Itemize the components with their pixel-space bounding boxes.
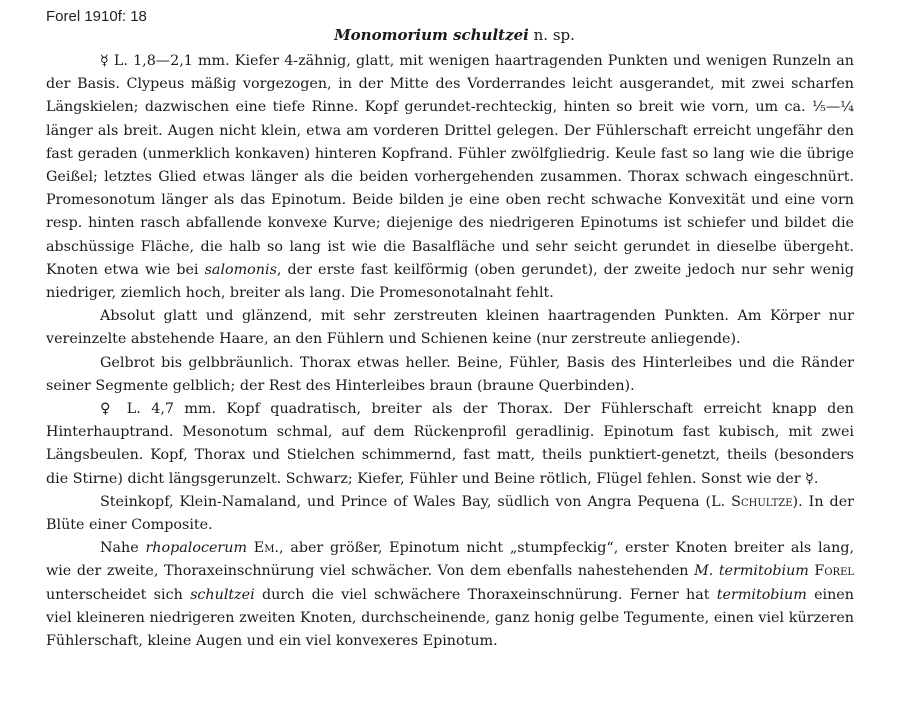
- text-segment: Gelbrot bis gelbbräunlich. Thorax etwas heller. Beine, Fühler, Basis des Hinterleibes und die Ränder seiner Segmente gelblich; der Rest des Hinterleibes braun (braune Querbinden).: [46, 354, 854, 394]
- paragraph-locality: [46, 491, 854, 537]
- text-segment: ). In der Blüte einer Composite.: [46, 493, 854, 534]
- paragraph-sculpture: [46, 305, 854, 351]
- paragraph-worker: [46, 50, 854, 305]
- text-segment: , der erste fast keilförmig (oben gerundet), der zweite jedoch nur sehr wenig niedriger, ziemlich hoch, breiter als lang. Die Promesonotalnaht fehlt.: [46, 261, 854, 302]
- description-body: [46, 50, 854, 653]
- text-segment: ., aber größer, Epinotum nicht „stumpfeckig“, erster Knoten breiter als lang, wie der zweite, Thoraxeinschnürung viel schwächer. Von dem ebenfalls nahestehenden: [46, 540, 855, 580]
- text-segment: termitobium: [716, 586, 807, 603]
- text-segment: Nahe: [100, 540, 146, 557]
- paragraph-queen: [46, 398, 854, 491]
- text-segment: ☿ L. 1,8—2,1 mm. Kiefer 4-zähnig, glatt, mit wenigen haartragenden Punkten und wenigen Runzeln an der Basis. Clypeus mäßig vorgezogen, in der Mitte des Vorderrandes leicht ausgerandet, mit zwei scharfen Längskielen; dazwischen eine tiefe Rinne. Kopf gerundet-rechteckig, hinten so breit wie vorn, um ca. ⅕—¼ länger als breit. Augen nicht klein, etwa am vorderen Drittel gelegen. Der Fühlerschaft erreicht ungefähr den fast geraden (unmerklich konkaven) hinteren Kopfrand. Fühler zwölfgliedrig. Keule fast so lang wie die übrige Geißel; letztes Glied etwas länger als die beiden vorhergehenden zusammen. Thorax schwach eingeschnürt. Promesonotum länger als das Epinotum. Beide bilden je eine oben recht schwache Konvexität und eine vorn resp. hinten rasch abfallende konvexe Kurve; diejenige des niedrigeren Epinotums ist schiefer und bildet die abschüssige Fläche, die halb so lang ist wie die Basalfläche und sehr seicht gerundet in dieselbe übergeht. Knoten etwa wie bei: [46, 53, 854, 278]
- page-title: [0, 26, 909, 44]
- text-segment: Em: [253, 540, 275, 557]
- text-segment: [247, 540, 254, 556]
- text-segment: schultzei: [190, 586, 255, 603]
- text-segment: M. termitobium: [694, 563, 809, 580]
- title-suffix: n. sp.: [528, 26, 575, 44]
- text-segment: unterscheidet sich: [46, 586, 191, 603]
- species-name: Monomorium schultzei: [334, 26, 529, 44]
- text-segment: salomonis: [204, 261, 277, 278]
- source-label: Forel 1910f: 18: [46, 8, 147, 25]
- paragraph-comparison: [46, 537, 854, 653]
- text-segment: einen viel kleineren niedrigeren zweiten Knoten, durchscheinende, ganz honig gelbe Tegumente, einen viel kürzeren Fühlerschaft, kleine Augen und ein viel konvexeres Epinotum.: [46, 586, 854, 650]
- text-segment: durch die viel schwächere Thoraxeinschnürung. Ferner hat: [254, 586, 717, 603]
- paragraph-color: [46, 352, 854, 398]
- text-segment: Absolut glatt und glänzend, mit sehr zerstreuten kleinen haartragenden Punkten. Am Körper nur vereinzelte abstehende Haare, an den Fühlern und Schienen keine (nur zerstreute anliegende).: [46, 308, 854, 348]
- text-segment: ♀ L. 4,7 mm. Kopf quadratisch, breiter als der Thorax. Der Fühlerschaft erreicht knapp den Hinterhauptrand. Mesonotum schmal, auf dem Rückenprofil geradlinig. Epinotum fast kubisch, mit zwei Längsbeulen. Kopf, Thorax und Stielchen schimmernd, fast matt, theils punktiert-genetzt, theils (besonders die Stirne) dicht längsgerunzelt. Schwarz; Kiefer, Fühler und Beine rötlich, Flügel fehlen. Sonst wie der ☿.: [46, 401, 854, 487]
- text-segment: Forel: [814, 563, 855, 580]
- text-segment: rhopalocerum: [145, 540, 248, 557]
- text-segment: Steinkopf, Klein-Namaland, und Prince of Wales Bay, südlich von Angra Pequena (L.: [100, 493, 732, 510]
- text-segment: Schultze: [731, 493, 793, 510]
